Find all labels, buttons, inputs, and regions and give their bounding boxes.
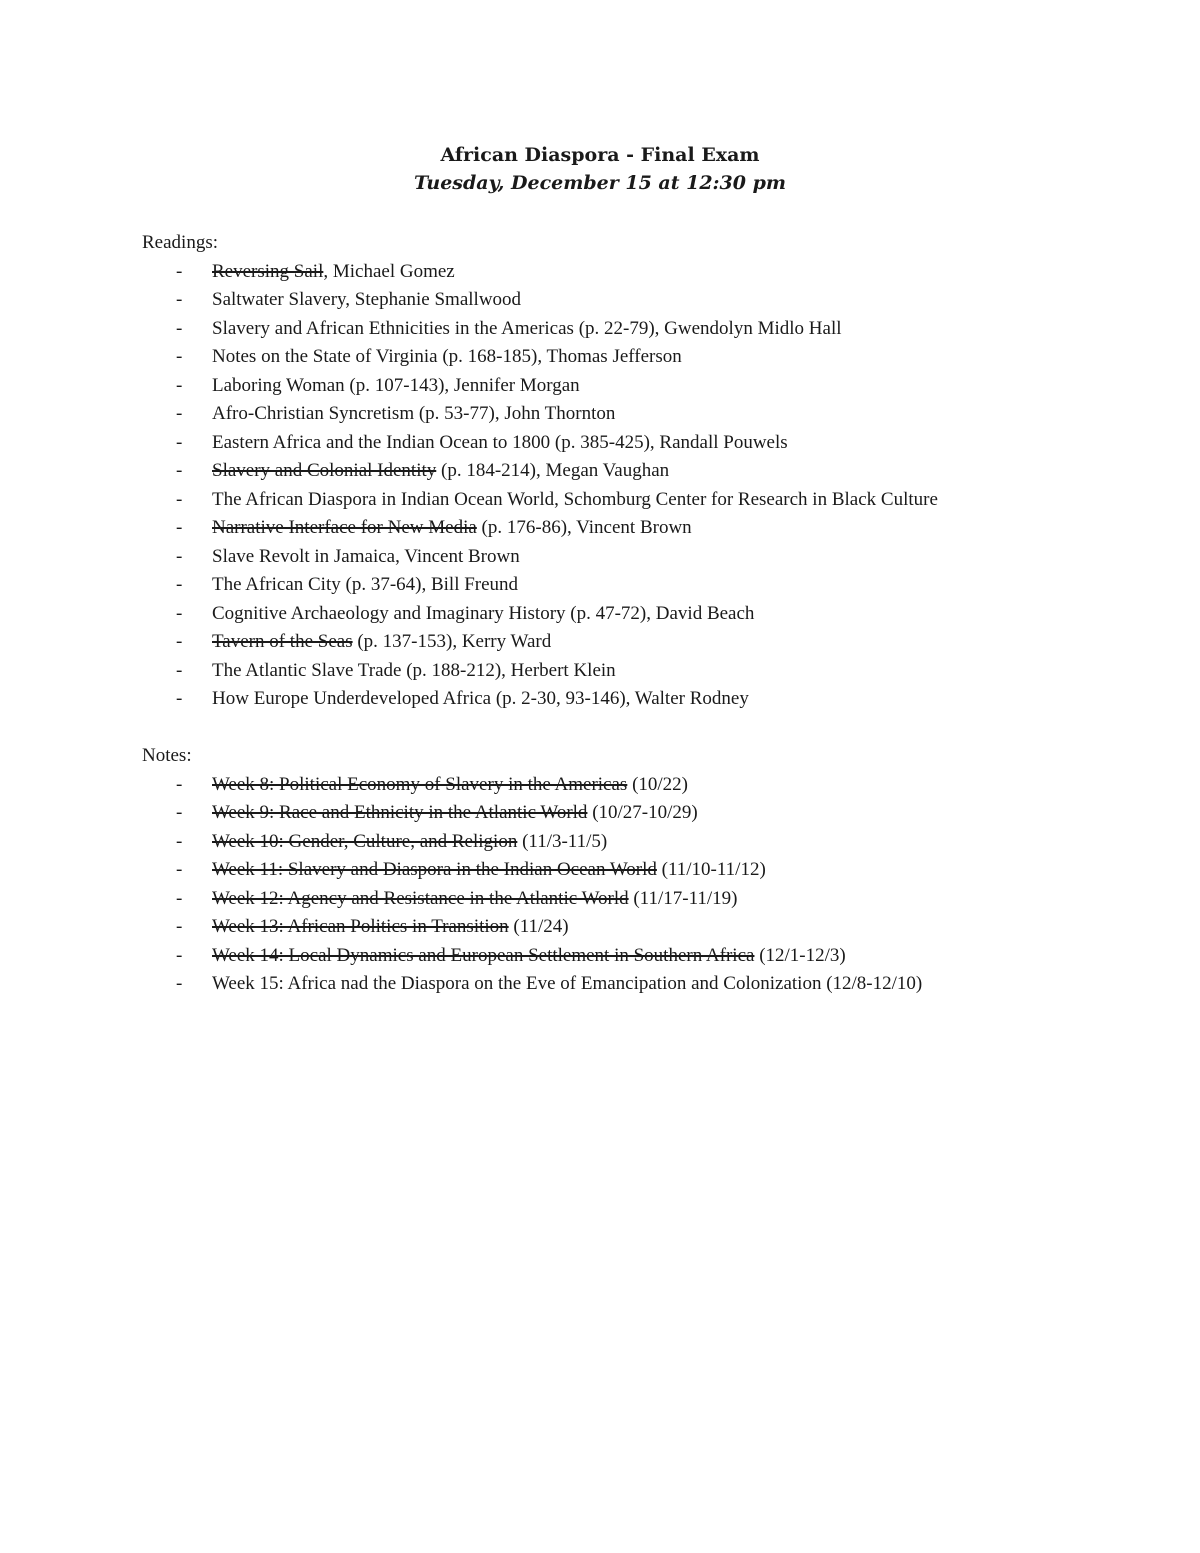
list-bullet: - (176, 802, 183, 823)
document-title: African Diaspora - Final Exam (440, 144, 760, 166)
reading-item (142, 685, 1142, 714)
list-bullet: - (176, 545, 183, 567)
struck-text: Week 14: Local Dynamics and European Settlement in Southern Africa (212, 944, 755, 966)
reading-item (142, 657, 1142, 686)
list-bullet: - (176, 973, 183, 994)
notes-item (142, 913, 1142, 942)
item-text: , Michael Gomez (323, 260, 455, 282)
item-text: Eastern Africa and the Indian Ocean to 1800 (p. 385-425), Randall Pouwels (212, 431, 788, 453)
item-text: (10/27-10/29) (587, 802, 698, 823)
item-text: Laboring Woman (p. 107-143), Jennifer Morgan (212, 374, 580, 396)
item-text: The African City (p. 37-64), Bill Freund (212, 574, 519, 595)
list-bullet: - (176, 403, 183, 424)
reading-item (142, 343, 1142, 372)
reading-item (142, 486, 1142, 515)
reading-item (142, 400, 1142, 429)
notes-item (142, 856, 1142, 885)
list-bullet: - (176, 374, 183, 396)
list-bullet: - (176, 659, 183, 681)
notes-heading: Notes: (142, 745, 192, 766)
list-bullet: - (176, 859, 183, 880)
reading-item (142, 457, 1142, 486)
struck-text: Week 13: African Politics in Transition (212, 916, 509, 937)
reading-item (142, 258, 1142, 287)
item-text: Afro-Christian Syncretism (p. 53-77), John Thornton (212, 403, 616, 424)
notes-item (142, 942, 1142, 971)
item-text: Saltwater Slavery, Stephanie Smallwood (212, 289, 522, 310)
list-bullet: - (176, 346, 183, 367)
struck-text: Week 11: Slavery and Diaspora in the Indian Ocean World (212, 859, 657, 880)
struck-text: Week 8: Political Economy of Slavery in the Americas (212, 773, 628, 795)
notes-list (142, 771, 1142, 999)
readings-list (142, 258, 1142, 714)
notes-item (142, 970, 1142, 999)
item-text: (p. 137-153), Kerry Ward (352, 631, 552, 652)
item-text: (10/22) (627, 773, 688, 795)
item-text: (11/24) (508, 916, 569, 937)
item-text: Week 15: Africa nad the Diaspora on the Eve of Emancipation and Colonization (12/8-12/10) (212, 973, 923, 994)
reading-item (142, 429, 1142, 458)
item-text: Cognitive Archaeology and Imaginary History (p. 47-72), David Beach (212, 602, 755, 624)
list-bullet: - (176, 688, 183, 709)
list-bullet: - (176, 631, 183, 652)
reading-item (142, 571, 1142, 600)
document-subtitle: Tuesday, December 15 at 12:30 pm (413, 172, 787, 194)
item-text: (11/17-11/19) (628, 887, 738, 909)
list-bullet: - (176, 460, 183, 481)
notes-item (142, 771, 1142, 800)
list-bullet: - (176, 602, 183, 624)
item-text: How Europe Underdeveloped Africa (p. 2-30, 93-146), Walter Rodney (212, 688, 749, 709)
list-bullet: - (176, 830, 183, 852)
item-text: Slave Revolt in Jamaica, Vincent Brown (212, 545, 520, 567)
struck-text: Week 12: Agency and Resistance in the Atlantic World (212, 887, 629, 909)
struck-text: Tavern of the Seas (212, 631, 353, 652)
item-text: Slavery and African Ethnicities in the Americas (p. 22-79), Gwendolyn Midlo Hall (212, 317, 842, 339)
notes-item (142, 799, 1142, 828)
list-bullet: - (176, 260, 183, 282)
readings-section (142, 229, 1142, 714)
list-bullet: - (176, 431, 183, 453)
item-text: (p. 184-214), Megan Vaughan (436, 460, 670, 481)
item-text: (p. 176-86), Vincent Brown (476, 517, 692, 538)
struck-text: Week 10: Gender, Culture, and Religion (212, 830, 518, 852)
item-text: (11/3-11/5) (517, 830, 608, 852)
item-text: (11/10-11/12) (656, 859, 766, 880)
list-bullet: - (176, 574, 183, 595)
reading-item (142, 628, 1142, 657)
notes-section (142, 742, 1142, 999)
list-bullet: - (176, 488, 183, 510)
reading-item (142, 600, 1142, 629)
list-bullet: - (176, 517, 183, 538)
reading-item (142, 286, 1142, 315)
list-bullet: - (176, 887, 183, 909)
list-bullet: - (176, 317, 183, 339)
list-bullet: - (176, 773, 183, 795)
struck-text: Narrative Interface for New Media (212, 517, 477, 538)
list-bullet: - (176, 916, 183, 937)
list-bullet: - (176, 944, 183, 966)
struck-text: Slavery and Colonial Identity (212, 460, 437, 481)
notes-item (142, 885, 1142, 914)
item-text: Notes on the State of Virginia (p. 168-185), Thomas Jefferson (212, 346, 682, 367)
struck-text: Week 9: Race and Ethnicity in the Atlantic World (212, 802, 588, 823)
reading-item (142, 315, 1142, 344)
item-text: (12/1-12/3) (754, 944, 846, 966)
item-text: The African Diaspora in Indian Ocean World, Schomburg Center for Research in Black Culture (212, 488, 938, 510)
notes-item (142, 828, 1142, 857)
reading-item (142, 543, 1142, 572)
readings-heading: Readings: (142, 232, 218, 253)
item-text: The Atlantic Slave Trade (p. 188-212), Herbert Klein (212, 659, 616, 681)
reading-item (142, 372, 1142, 401)
reading-item (142, 514, 1142, 543)
struck-text: Reversing Sail (212, 260, 324, 282)
list-bullet: - (176, 289, 183, 310)
